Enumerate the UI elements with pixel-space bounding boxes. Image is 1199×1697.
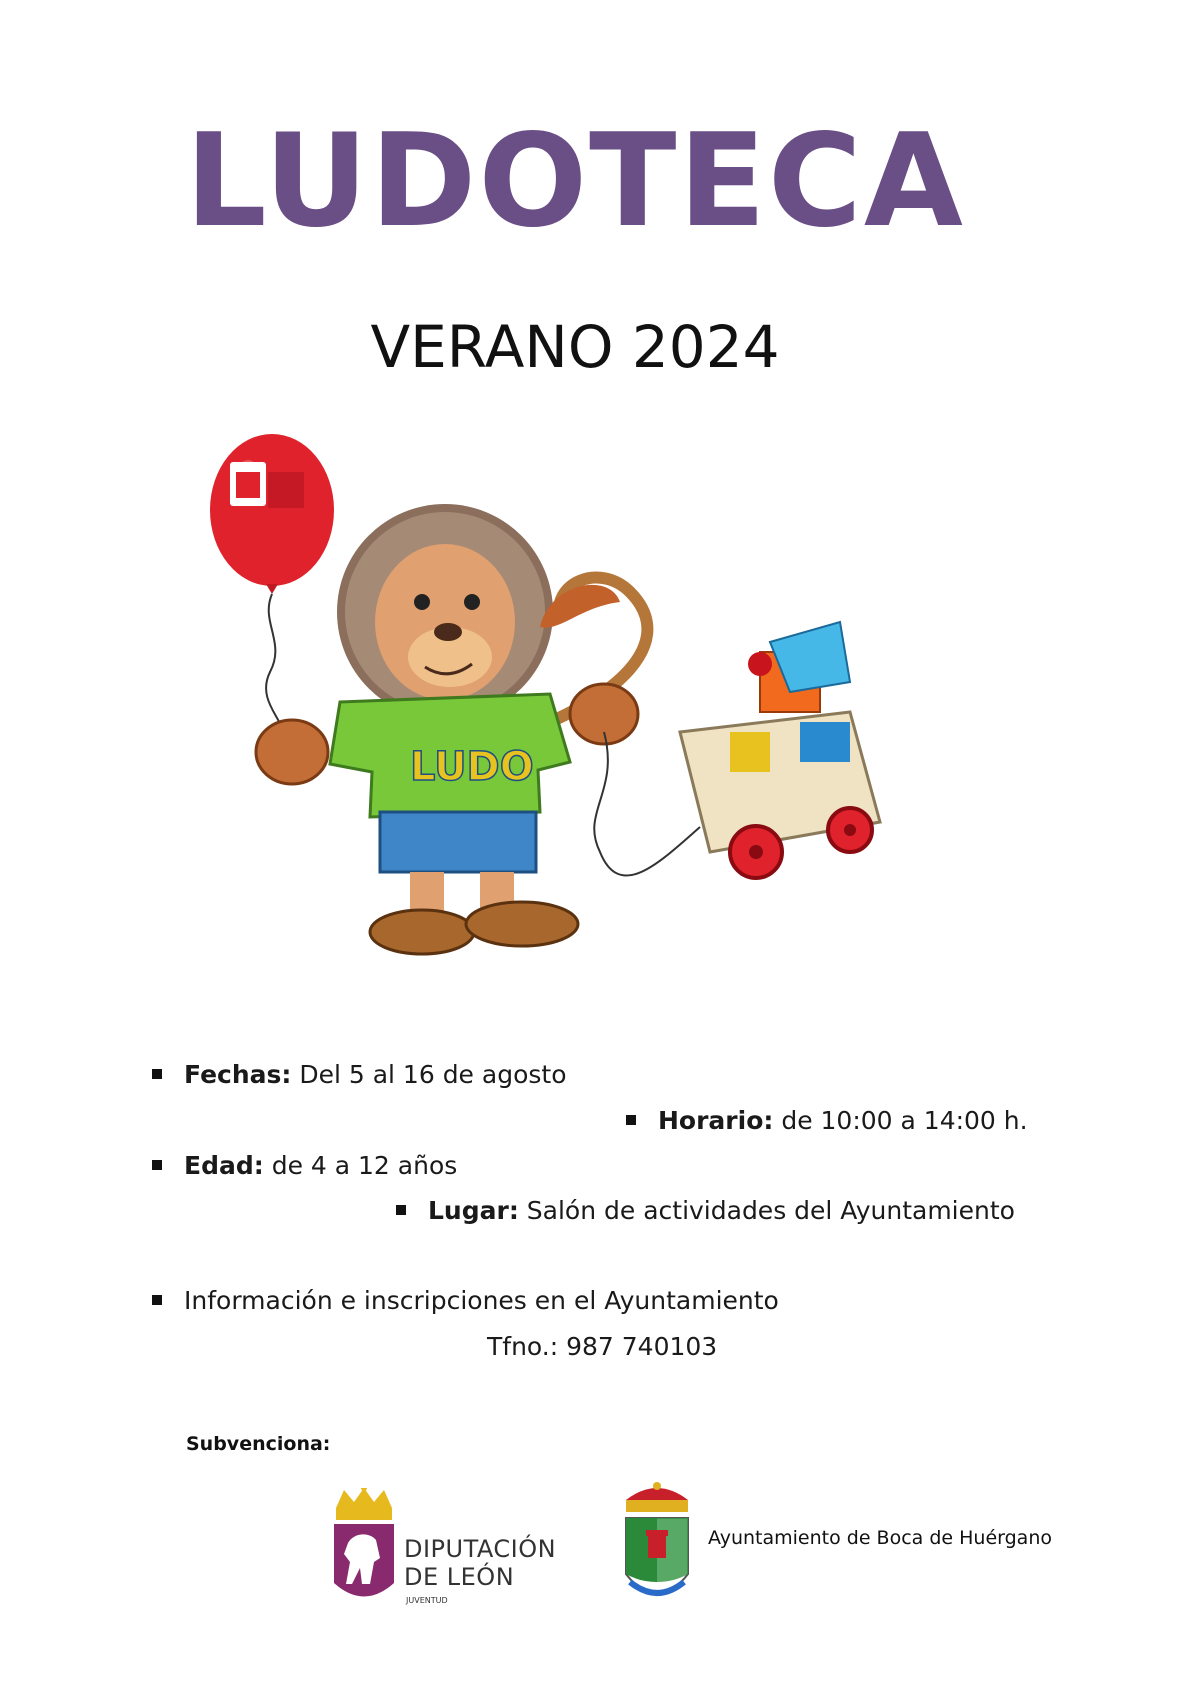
sponsor-label: Subvenciona: [186, 1433, 331, 1455]
bullet-icon [396, 1205, 406, 1215]
fechas-label: Fechas: [184, 1060, 292, 1089]
lugar-value: Salón de actividades del Ayuntamiento [526, 1196, 1015, 1225]
toy-wagon-icon [680, 622, 880, 878]
bullet-icon [626, 1115, 636, 1125]
boca-de-huergano-shield [620, 1482, 694, 1612]
diputacion-name-line2: DE LEÓN [404, 1563, 515, 1591]
phone-text: Tfno.: 987 740103 [487, 1332, 718, 1361]
fechas-value: Del 5 al 16 de agosto [299, 1060, 567, 1089]
page-subtitle: VERANO 2024 [370, 313, 780, 381]
lugar-label: Lugar: [428, 1196, 519, 1225]
info-line [152, 1288, 779, 1313]
ludoteca-illustration [200, 432, 960, 1002]
lugar-line [396, 1198, 1015, 1223]
lion-mascot-icon [256, 504, 647, 954]
edad-value: de 4 a 12 años [271, 1151, 458, 1180]
horario-label: Horario: [658, 1106, 774, 1135]
crown-icon [336, 1488, 392, 1520]
edad-label: Edad: [184, 1151, 264, 1180]
page-title: LUDOTECA [185, 107, 965, 256]
crown-icon [626, 1482, 688, 1512]
fechas-line [152, 1062, 567, 1087]
shirt-text: LUDO [410, 744, 534, 790]
diputacion-name-line1: DIPUTACIÓN [404, 1535, 557, 1563]
diputacion-subtitle: JUVENTUD [406, 1596, 448, 1605]
edad-line [152, 1153, 457, 1178]
horario-value: de 10:00 a 14:00 h. [781, 1106, 1028, 1135]
bullet-icon [152, 1295, 162, 1305]
bullet-icon [152, 1160, 162, 1170]
info-text: Información e inscripciones en el Ayuntamiento [184, 1286, 779, 1315]
boca-de-huergano-name: Ayuntamiento de Boca de Huérgano [708, 1527, 1052, 1549]
balloon-icon [210, 434, 334, 732]
bullet-icon [152, 1069, 162, 1079]
horario-line [626, 1108, 1028, 1133]
